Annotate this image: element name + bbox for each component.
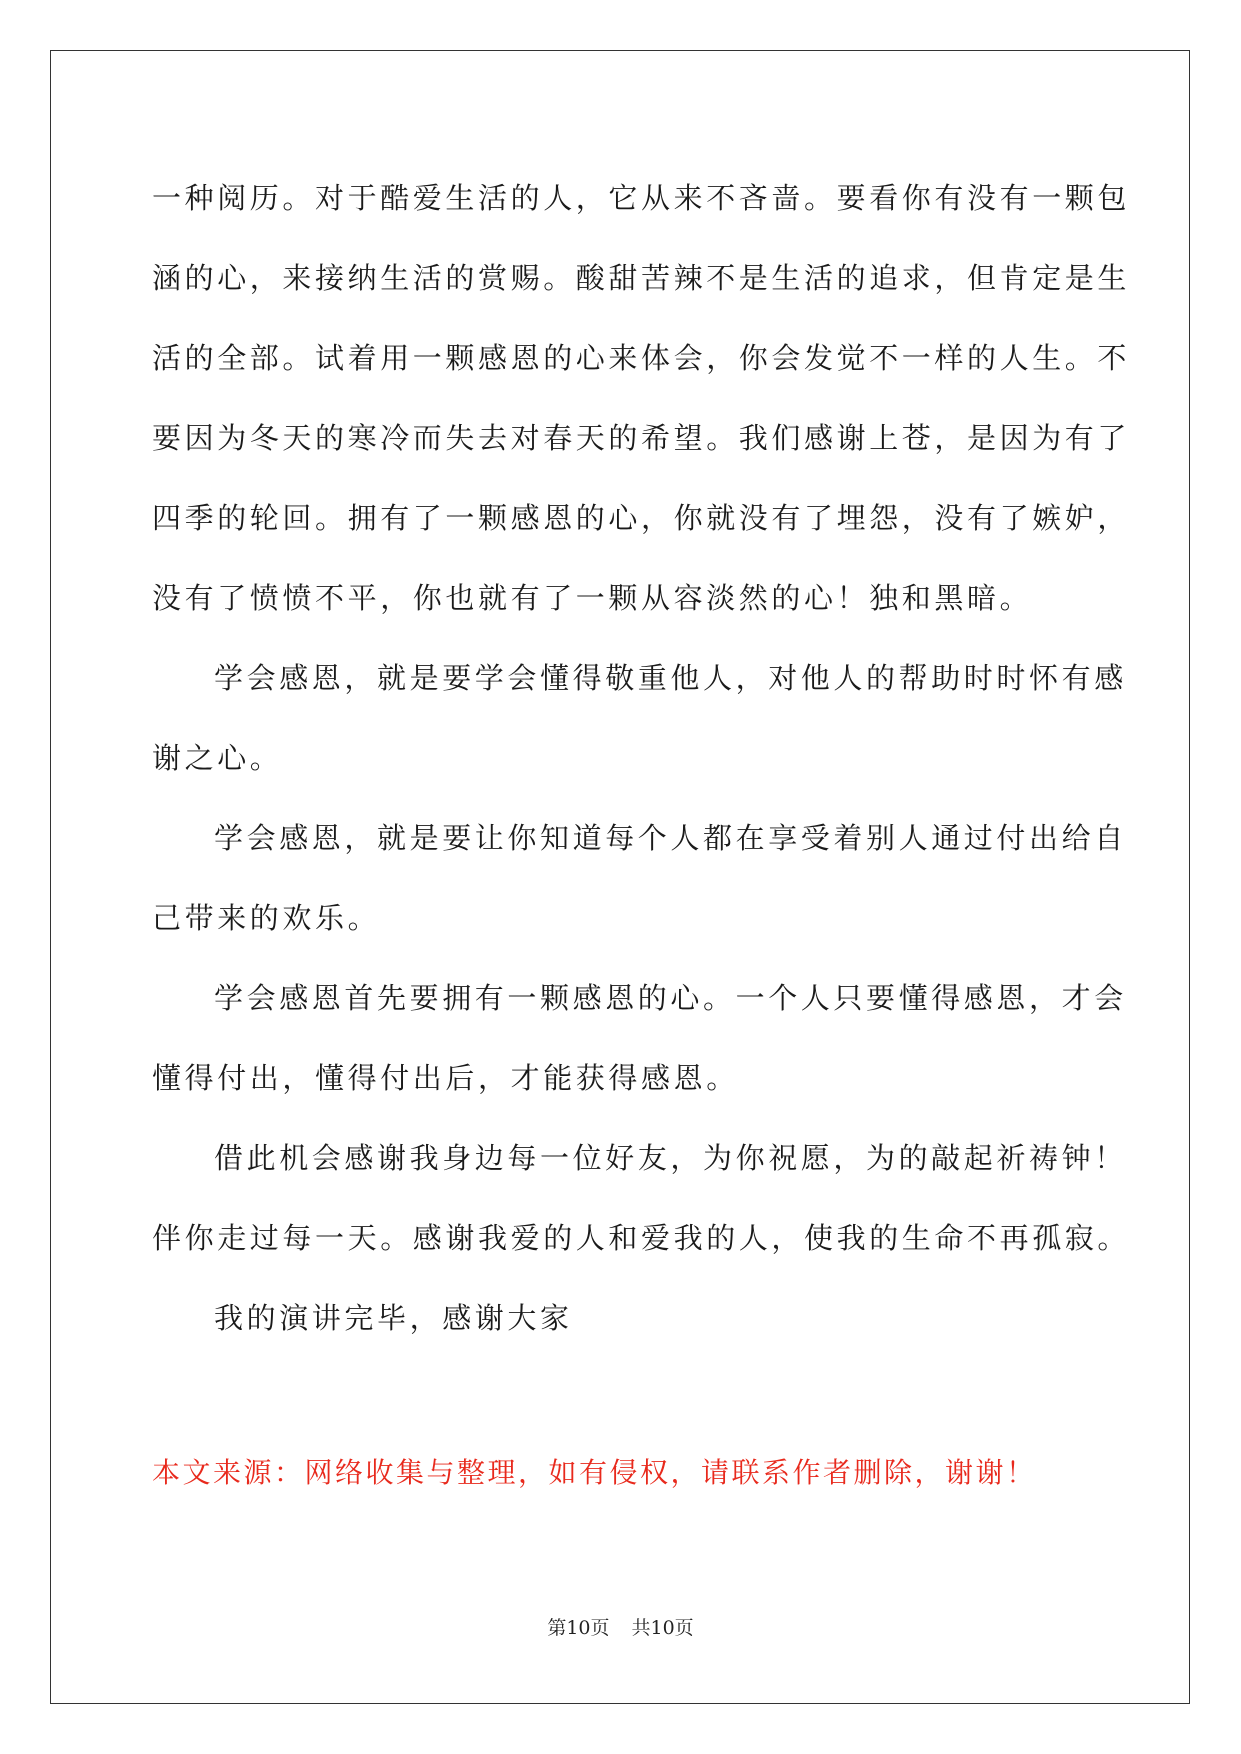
paragraph-first-line: 学会感恩，就是要学会懂得敬重他人，对他人的帮助时时怀有感 bbox=[214, 661, 1127, 695]
body-line: 活的全部。试着用一颗感恩的心来体会，你会发觉不一样的人生。不 bbox=[152, 341, 1131, 375]
paragraph-first-line: 学会感恩首先要拥有一颗感恩的心。一个人只要懂得感恩，才会 bbox=[214, 981, 1127, 1015]
body-line: 懂得付出，懂得付出后，才能获得感恩。 bbox=[152, 1061, 739, 1095]
body-line: 四季的轮回。拥有了一颗感恩的心，你就没有了埋怨，没有了嫉妒， bbox=[152, 501, 1131, 535]
closing-line: 我的演讲完毕，感谢大家 bbox=[214, 1301, 573, 1335]
document-body bbox=[152, 158, 1131, 1358]
body-line: 涵的心，来接纳生活的赏赐。酸甜苦辣不是生活的追求，但肯定是生 bbox=[152, 261, 1131, 295]
body-line: 己带来的欢乐。 bbox=[152, 901, 381, 935]
source-disclaimer: 本文来源：网络收集与整理，如有侵权，请联系作者删除，谢谢！ bbox=[152, 1456, 1037, 1489]
body-line: 谢之心。 bbox=[152, 741, 283, 775]
paragraph-first-line: 借此机会感谢我身边每一位好友，为你祝愿，为的敲起祈祷钟！ bbox=[214, 1141, 1127, 1175]
current-page-number: 第10页 bbox=[547, 1617, 610, 1639]
page-footer bbox=[0, 1616, 1241, 1640]
paragraph-first-line: 学会感恩，就是要让你知道每个人都在享受着别人通过付出给自 bbox=[214, 821, 1127, 855]
body-line: 一种阅历。对于酷爱生活的人，它从来不吝啬。要看你有没有一颗包 bbox=[152, 181, 1131, 215]
total-page-count: 共10页 bbox=[631, 1617, 694, 1639]
body-line: 要因为冬天的寒冷而失去对春天的希望。我们感谢上苍，是因为有了 bbox=[152, 421, 1131, 455]
body-line: 没有了愤愤不平，你也就有了一颗从容淡然的心！独和黑暗。 bbox=[152, 581, 1033, 615]
body-line: 伴你走过每一天。感谢我爱的人和爱我的人，使我的生命不再孤寂。 bbox=[152, 1221, 1131, 1255]
